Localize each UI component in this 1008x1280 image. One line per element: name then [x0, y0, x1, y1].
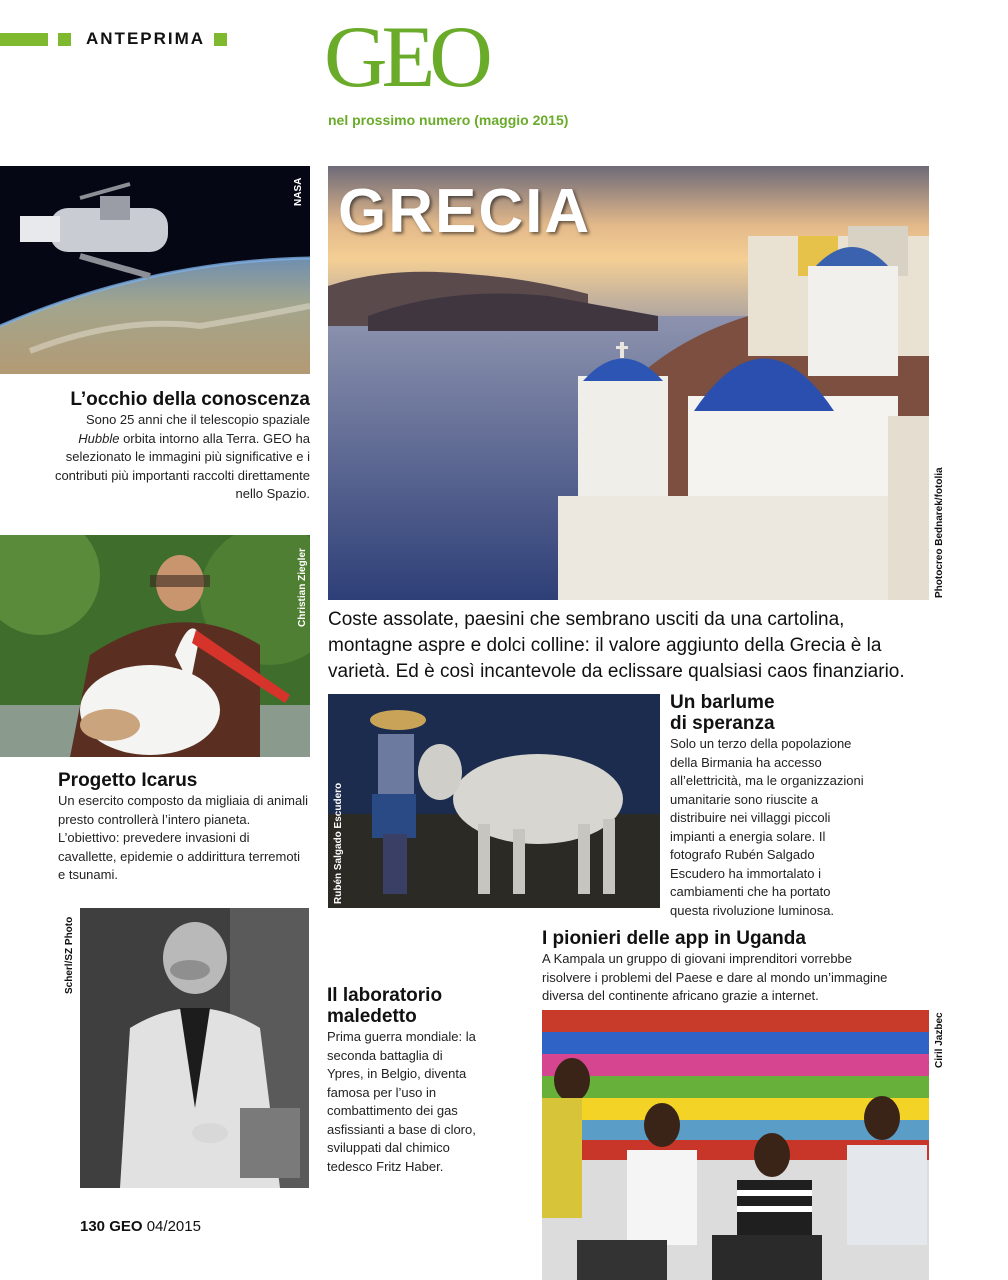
- header-bar: [0, 33, 48, 46]
- uganda-title: I pionieri delle app in Uganda: [542, 928, 806, 949]
- laboratorio-credit: Scherl/SZ Photo: [64, 916, 75, 994]
- hubble-body-pre: Sono 25 anni che il telescopio spaziale: [85, 412, 310, 427]
- uganda-text: [542, 928, 902, 1006]
- laboratorio-photo: [80, 908, 309, 1188]
- page-number: 130: [80, 1218, 106, 1235]
- hubble-title: L’occhio della conoscenza: [70, 389, 310, 410]
- page-footer: [80, 1218, 201, 1235]
- footer-issue: 04/2015: [146, 1218, 201, 1235]
- birmania-text: [670, 692, 870, 920]
- hubble-photo: [0, 166, 310, 374]
- issue-subtitle: nel prossimo numero (maggio 2015): [328, 112, 569, 128]
- icarus-photo: [0, 535, 310, 757]
- hubble-credit: NASA: [293, 177, 304, 206]
- laboratorio-body: Prima guerra mondiale: la seconda battaglia di Ypres, in Belgio, diventa famosa per l’uso in combattimento dei gas asfissianti a base di cloro, sviluppati dal chimico tedesco Fritz Haber.: [327, 1029, 476, 1174]
- grecia-lead: Coste assolate, paesini che sembrano usciti da una cartolina, montagne aspre e dolci colline: il valore aggiunto della Grecia è la varietà. Ed è così incantevole da eclissare qualsiasi caos finanziario.: [328, 609, 905, 682]
- birmania-photo: [328, 694, 660, 908]
- icarus-text: [58, 770, 310, 885]
- hubble-image: [0, 166, 310, 374]
- uganda-body: A Kampala un gruppo di giovani imprenditori vorrebbe risolvere i problemi del Paese e dare al mondo un’immagine diversa del continente africano grazie a internet.: [542, 951, 888, 1003]
- header-square-right: [214, 33, 227, 46]
- birmania-credit: Rubén Salgado Escudero: [333, 782, 344, 904]
- laboratorio-text: [327, 985, 477, 1176]
- grecia-photo: [328, 166, 929, 600]
- geo-logo: GEO: [324, 9, 487, 106]
- birmania-title-line1: Un barlume: [670, 692, 775, 713]
- hubble-body: [48, 411, 310, 504]
- fritz-haber-image: [80, 908, 309, 1188]
- hubble-body-post: orbita intorno alla Terra. GEO ha selezionato le immagini più significative e i contributi più importanti raccolti direttamente nello Spazio.: [54, 430, 310, 501]
- laboratorio-title-line2: maledetto: [327, 1006, 417, 1027]
- grecia-title: GRECIA: [338, 177, 592, 246]
- birmania-body: Solo un terzo della popolazione della Birmania ha accesso all’elettricità, ma le organizzazioni umanitarie sono riuscite a distribuire nei villaggi piccoli impianti a energia solare. Il fotografo Rubén Salgado Escudero ha immortalato i cambiamenti che ha portato questa rivoluzione luminosa.: [670, 736, 864, 918]
- icarus-credit: Christian Ziegler: [297, 548, 308, 627]
- laboratorio-title-line1: Il laboratorio: [327, 985, 443, 1006]
- icarus-body: Un esercito composto da migliaia di animali presto controllerà l’intero pianeta. L’obiettivo: prevedere invasioni di cavallette, epidemie o addirittura terremoti e tsunami.: [58, 793, 309, 882]
- stork-image: [0, 535, 310, 757]
- cow-solar-image: [328, 694, 660, 908]
- app-pioneers-image: [542, 1010, 929, 1280]
- uganda-credit: Ciril Jazbec: [934, 1012, 945, 1068]
- uganda-photo: [542, 1010, 929, 1280]
- hubble-text: [48, 389, 310, 504]
- grecia-credit: Photocreo Bednarek/fotolia: [934, 467, 945, 598]
- icarus-title: Progetto Icarus: [58, 770, 198, 791]
- header-square-left: [58, 33, 71, 46]
- birmania-title-line2: di speranza: [670, 713, 775, 734]
- footer-magazine: GEO: [109, 1218, 143, 1235]
- section-label: ANTEPRIMA: [86, 29, 206, 48]
- hubble-body-em: Hubble: [78, 430, 120, 446]
